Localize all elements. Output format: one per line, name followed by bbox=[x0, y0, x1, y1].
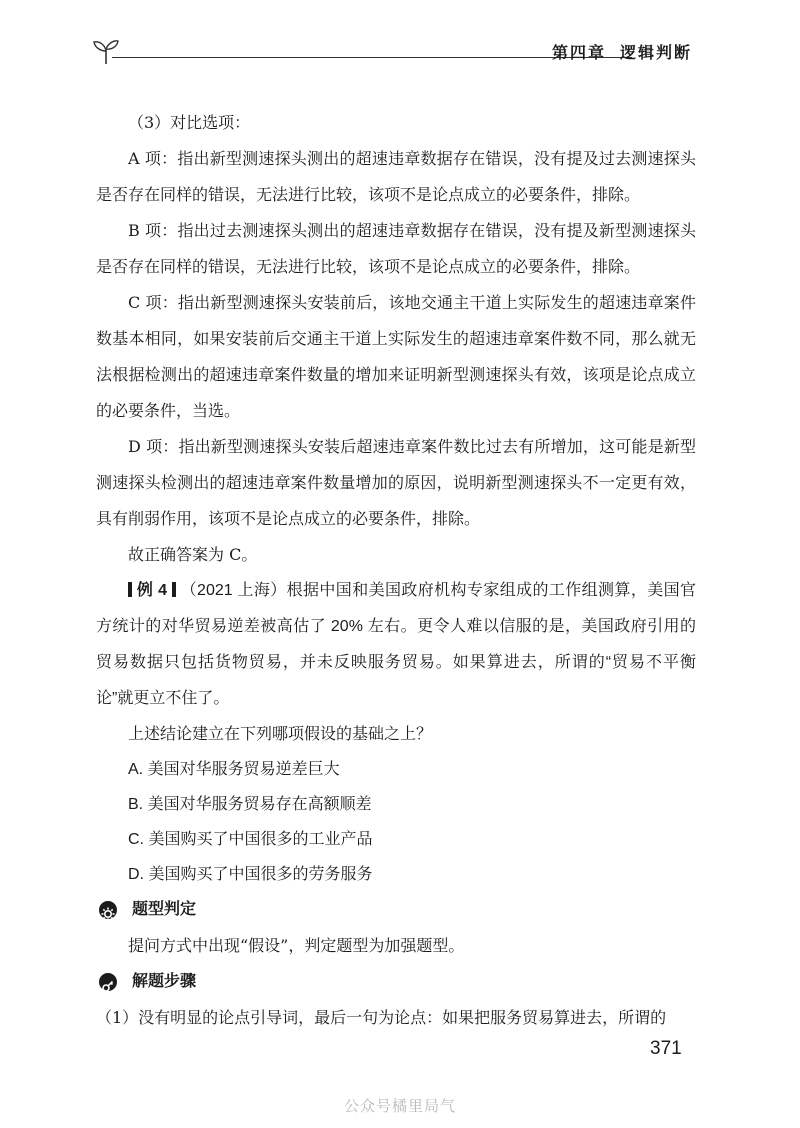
page-number: 371 bbox=[650, 1038, 682, 1059]
option-c-analysis: C 项：指出新型测速探头安装前后，该地交通主干道上实际发生的超速违章案件数基本相同，如果安装前后交通主干道上实际发生的超速违章案件数不同，那么就无法根据检测出的超速违章案件数量的增加来证明新型测速探头有效，该项是论点成立的必要条件，当选。 bbox=[96, 293, 696, 420]
chapter-title: 逻辑判断 bbox=[619, 45, 692, 62]
example-paragraph bbox=[96, 573, 696, 717]
type-section-heading bbox=[96, 892, 696, 928]
choice-d: D. 美国购买了中国很多的劳务服务 bbox=[128, 866, 373, 883]
step1-text: （1）没有明显的论点引导词，最后一句为论点：如果把服务贸易算进去，所谓的 bbox=[96, 1008, 667, 1027]
gear-icon bbox=[99, 901, 117, 919]
page-header bbox=[92, 32, 692, 72]
example-bar-left bbox=[128, 582, 132, 597]
type-section-text: 提问方式中出现“假设”，判定题型为加强题型。 bbox=[128, 936, 465, 955]
chapter-number: 第四章 bbox=[551, 45, 606, 62]
steps-section-title: 解题步骤 bbox=[132, 973, 197, 990]
example-text: （2021 上海）根据中国和美国政府机构专家组成的工作组测算，美国官方统计的对华贸易逆差被高估了 20% 左右。更令人难以信服的是，美国政府引用的贸易数据只包括货物贸易，并未反映服务贸易。如果算进去，所谓的“贸易不平衡论”就更立不住了。 bbox=[96, 582, 696, 707]
option-d-analysis: D 项：指出新型测速探头安装后超速违章案件数比过去有所增加，这可能是新型测速探头检测出的超速违章案件数量增加的原因，说明新型测速探头不一定更有效，具有削弱作用，该项不是论点成立的必要条件，排除。 bbox=[96, 437, 696, 528]
watermark: 公众号橘里局气 bbox=[343, 1097, 456, 1115]
page-body bbox=[96, 105, 696, 1036]
type-section-title: 题型判定 bbox=[132, 901, 197, 918]
example-label: 例 4 bbox=[136, 582, 167, 599]
option-b-analysis: B 项：指出过去测速探头测出的超速违章数据存在错误，没有提及新型测速探头是否存在同样的错误，无法进行比较，该项不是论点成立的必要条件，排除。 bbox=[96, 221, 696, 276]
steps-section-heading bbox=[96, 964, 696, 1000]
choice-a: A. 美国对华服务贸易逆差巨大 bbox=[128, 761, 340, 778]
option-a-analysis: A 项：指出新型测速探头测出的超速违章数据存在错误，没有提及过去测速探头是否存在同样的错误，无法进行比较，该项不是论点成立的必要条件，排除。 bbox=[96, 149, 696, 204]
sprout-icon bbox=[92, 36, 120, 66]
choice-c: C. 美国购买了中国很多的工业产品 bbox=[128, 831, 373, 848]
chapter-heading bbox=[552, 40, 692, 63]
step3-heading: （3）对比选项： bbox=[128, 113, 251, 132]
key-icon bbox=[99, 973, 117, 991]
answer-line: 故正确答案为 C。 bbox=[128, 545, 258, 564]
choice-b: B. 美国对华服务贸易存在高额顺差 bbox=[128, 796, 372, 813]
example-question: 上述结论建立在下列哪项假设的基础之上？ bbox=[128, 726, 433, 743]
example-bar-right bbox=[172, 582, 176, 597]
